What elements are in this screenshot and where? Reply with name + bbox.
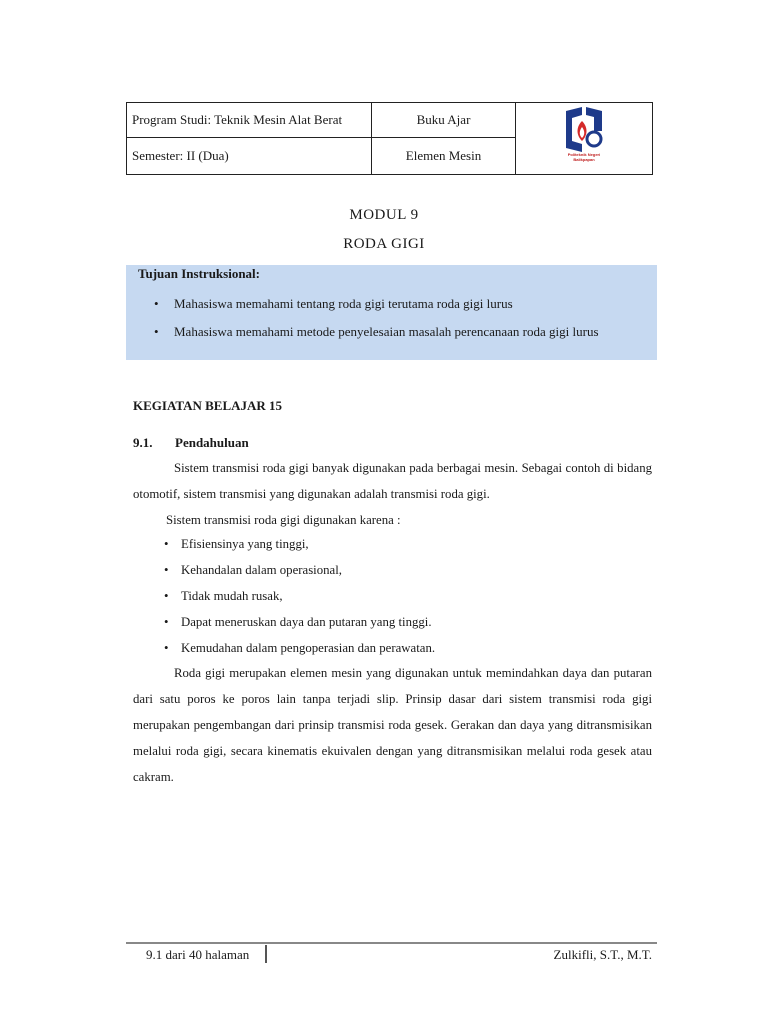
tujuan-item xyxy=(154,324,599,340)
bullet-icon: • xyxy=(164,615,169,629)
list-item-text: Tidak mudah rusak, xyxy=(181,589,283,603)
list-item-text: Kehandalan dalam operasional, xyxy=(181,563,342,577)
list-item-text: Kemudahan dalam pengoperasian dan perawatan. xyxy=(181,641,436,655)
list-item-text: Efisiensinya yang tinggi, xyxy=(181,537,309,551)
elemen-mesin-cell: Elemen Mesin xyxy=(372,138,516,175)
list-item xyxy=(164,537,309,552)
modul-topic: RODA GIGI xyxy=(343,236,425,252)
section-title: Pendahuluan xyxy=(175,435,249,450)
list-item xyxy=(164,563,342,578)
logo-text-line1: Politeknik Negeri xyxy=(567,152,601,157)
tujuan-instruksional-box xyxy=(126,265,657,360)
modul-number: MODUL 9 xyxy=(349,207,419,223)
bullet-icon: • xyxy=(164,563,169,577)
logo-text-line2: Balikpapan xyxy=(573,157,595,162)
header-table xyxy=(126,102,653,175)
list-item xyxy=(164,589,283,604)
footer-separator xyxy=(265,945,267,963)
list-item xyxy=(164,615,432,630)
paragraph-intro: Sistem transmisi roda gigi banyak digunakan pada berbagai mesin. Sebagai contoh di bidang otomotif, sistem transmisi yang digunakan adalah transmisi roda gigi. xyxy=(133,461,652,501)
bullet-icon: • xyxy=(164,537,169,551)
paragraph-reason: Sistem transmisi roda gigi digunakan karena : xyxy=(166,513,401,527)
tujuan-item xyxy=(154,296,513,312)
list-item xyxy=(164,641,436,656)
page-number: 9.1 dari 40 halaman xyxy=(146,947,250,962)
buku-ajar-cell: Buku Ajar xyxy=(372,103,516,138)
program-studi-cell: Program Studi: Teknik Mesin Alat Berat xyxy=(127,103,372,138)
logo-cell xyxy=(516,103,653,175)
tujuan-heading: Tujuan Instruksional: xyxy=(138,266,260,281)
bullet-icon: • xyxy=(164,641,169,655)
tujuan-item-text: Mahasiswa memahami tentang roda gigi terutama roda gigi lurus xyxy=(174,296,513,311)
paragraph-definition: Roda gigi merupakan elemen mesin yang digunakan untuk memindahkan daya dan putaran dari satu poros ke poros lain tanpa terjadi slip. Prinsip dasar dari sistem transmisi roda gigi merupakan pengembangan dari prinsip transmisi roda gesek. Gerakan dan daya yang ditransmisikan melalui roda gigi, secara kinematis ekuivalen dengan yang ditransmisikan melalui roda gesek atau cakram. xyxy=(133,666,652,784)
author-name: Zulkifli, S.T., M.T. xyxy=(553,947,652,962)
institution-logo-icon xyxy=(552,107,616,167)
list-item-text: Dapat meneruskan daya dan putaran yang tinggi. xyxy=(181,615,432,629)
kegiatan-belajar-heading: KEGIATAN BELAJAR 15 xyxy=(133,398,283,413)
tujuan-item-text: Mahasiswa memahami metode penyelesaian masalah perencanaan roda gigi lurus xyxy=(174,324,599,339)
bullet-icon: • xyxy=(164,589,169,603)
bullet-icon: • xyxy=(154,324,159,339)
section-number: 9.1. xyxy=(133,435,153,450)
semester-cell: Semester: II (Dua) xyxy=(127,138,372,175)
bullet-icon: • xyxy=(154,296,159,311)
footer-divider xyxy=(126,942,657,944)
